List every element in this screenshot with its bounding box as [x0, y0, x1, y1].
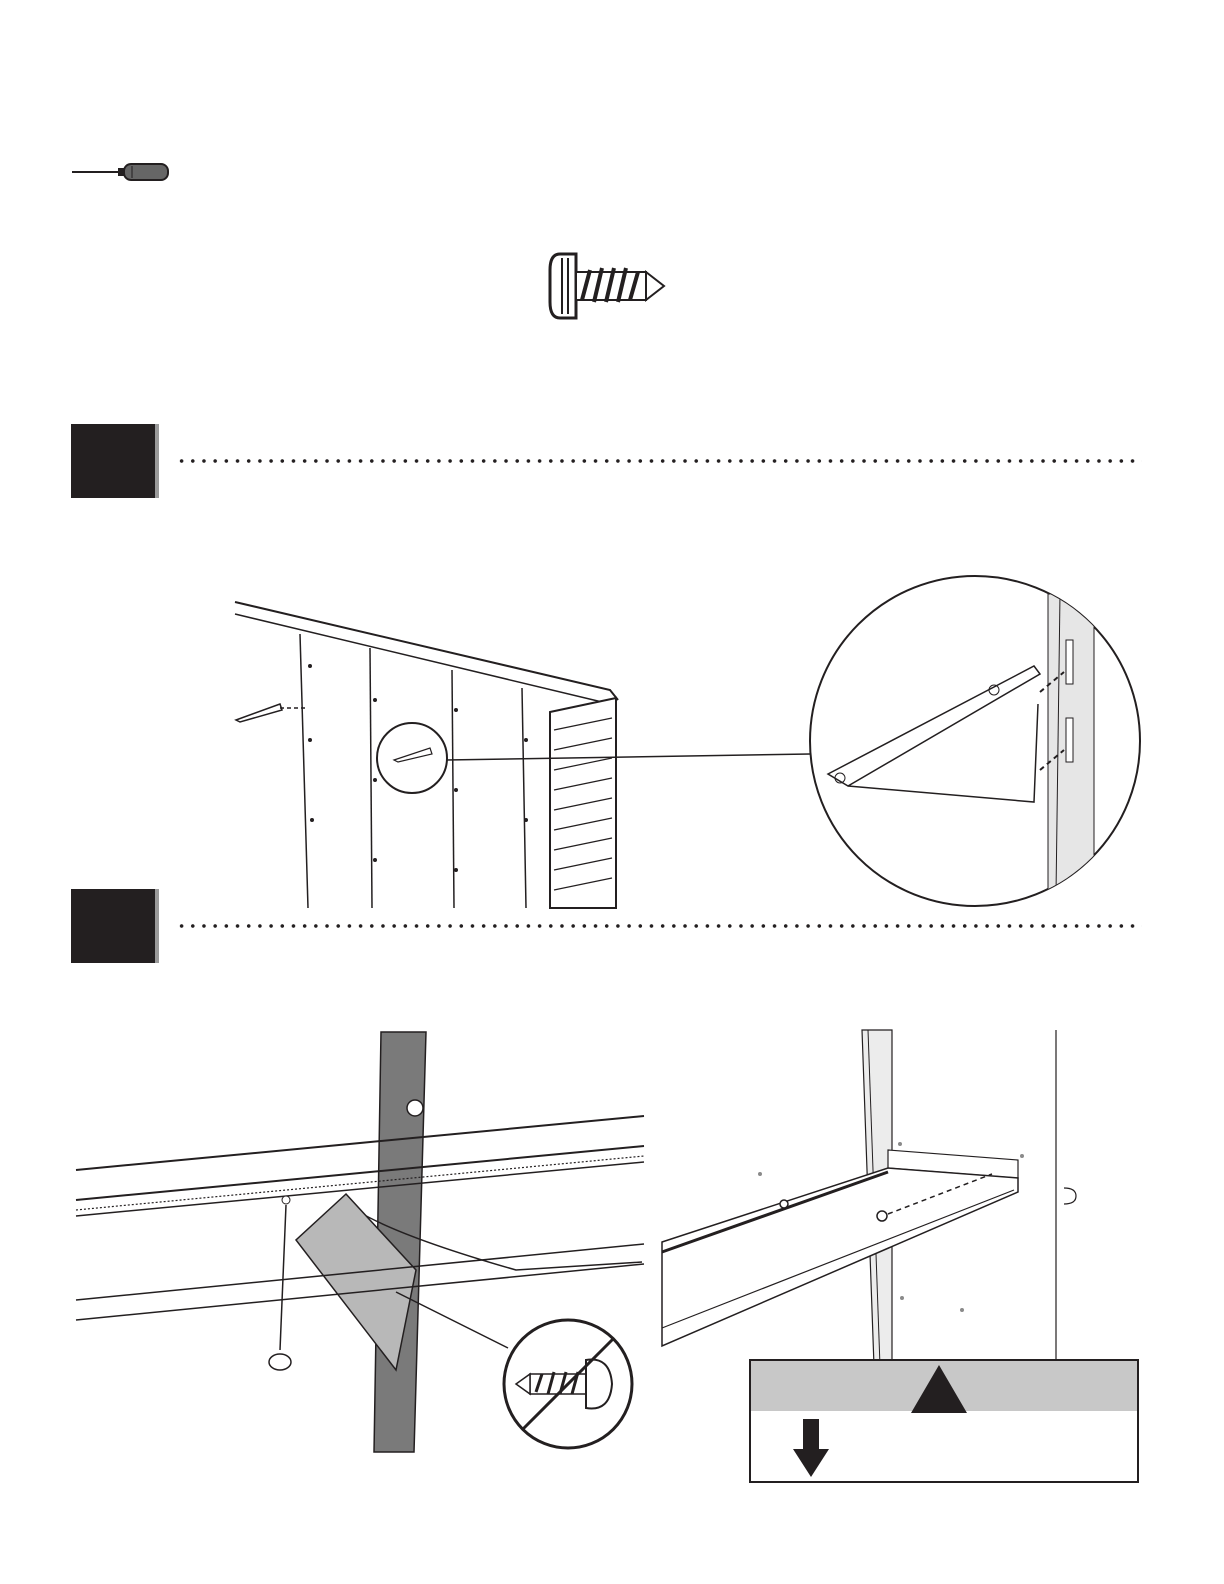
caution-box [749, 1359, 1139, 1483]
warning-triangle-icon [909, 1363, 969, 1413]
shelf-wall-screw-illustration [662, 1028, 1102, 1368]
step-divider-1 [176, 459, 1142, 463]
down-arrow-icon [793, 1419, 829, 1479]
screwdriver-icon [70, 160, 170, 184]
step-divider-2 [176, 924, 1142, 928]
step-marker-1 [71, 424, 155, 498]
step-marker-2 [71, 889, 155, 963]
shed-wall-illustration [230, 600, 630, 910]
do-not-use-screw-icon [500, 1316, 636, 1452]
pan-head-screw-icon [548, 250, 668, 322]
bracket-detail-illustration [808, 574, 1142, 908]
